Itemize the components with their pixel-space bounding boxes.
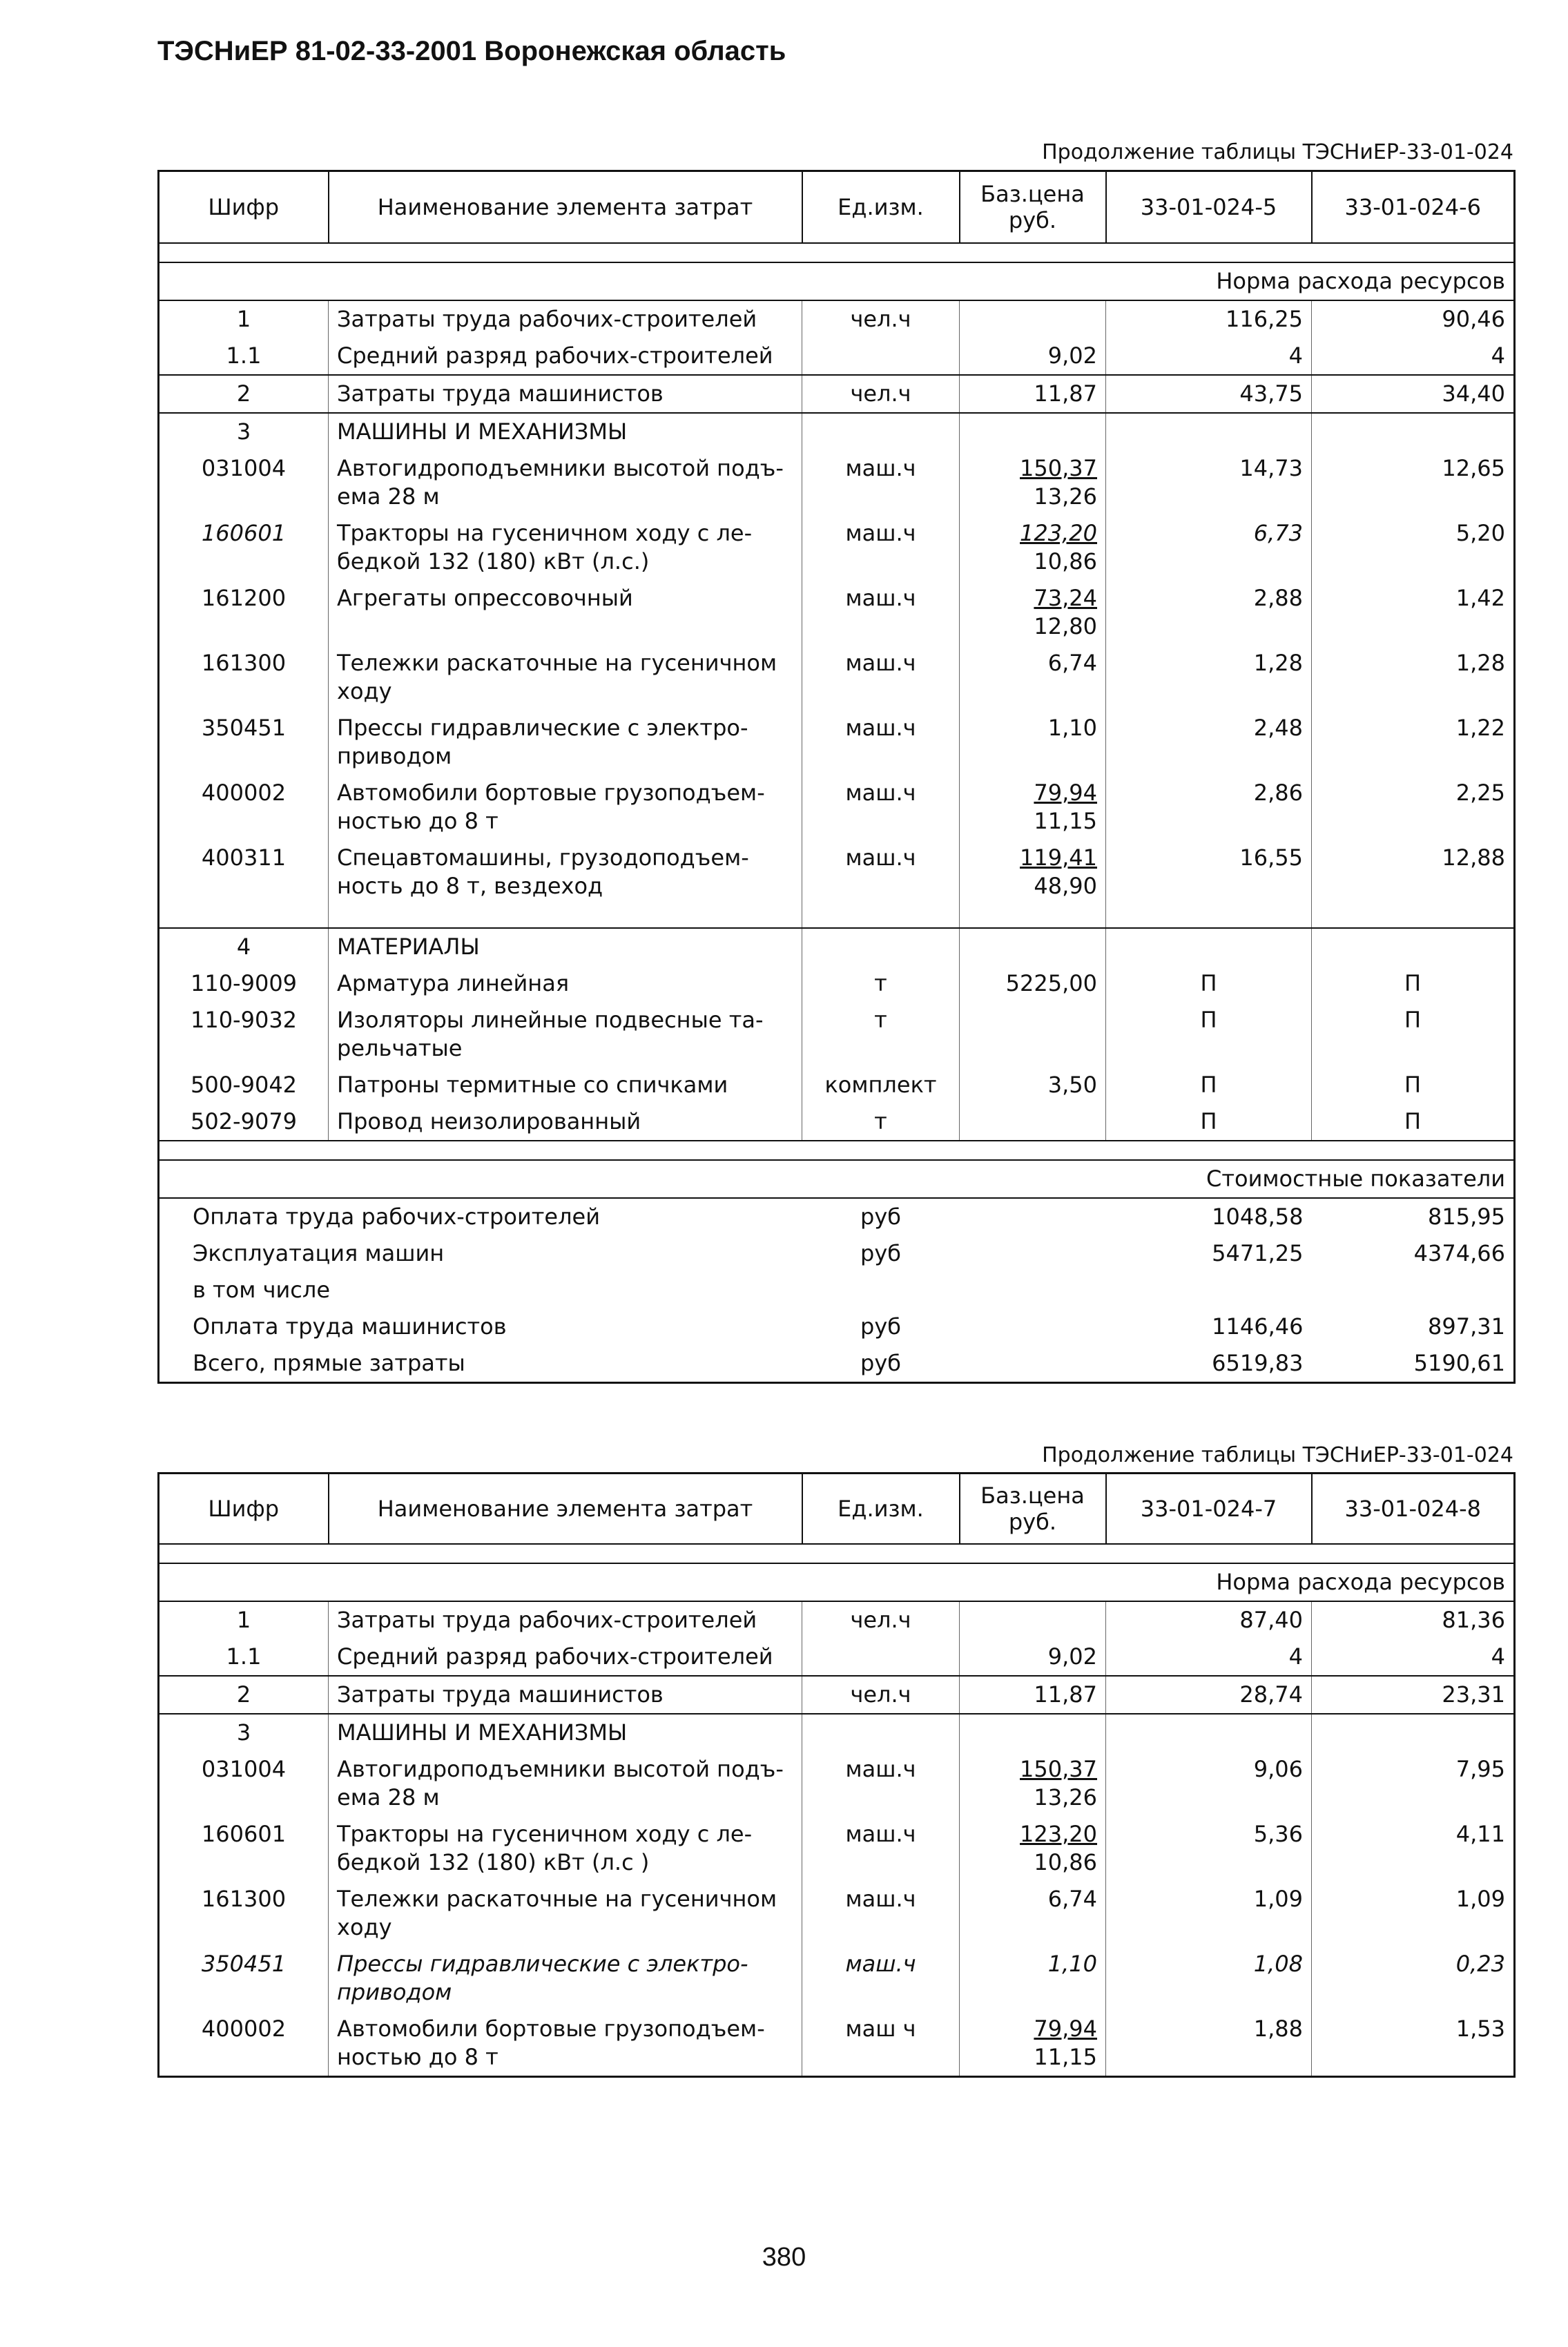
cell-v2: П xyxy=(1312,1067,1515,1103)
cell-v2: 1,09 xyxy=(1312,1881,1515,1946)
cell-v2: 90,46 xyxy=(1312,300,1515,338)
cell-v1: 1146,46 xyxy=(1212,1313,1304,1340)
cell-name: Затраты труда машинистов xyxy=(329,375,802,413)
cell-v2: 81,36 xyxy=(1312,1601,1515,1639)
cell-unit: маш.ч xyxy=(802,710,960,775)
empty-cell xyxy=(960,928,1106,965)
cell-code: 350451 xyxy=(201,1950,287,1977)
cell-price: 11,87 xyxy=(960,1676,1106,1714)
cell-name: Тракторы на гусеничном ходу с ле-бедкой 132 (180) кВт (л.с.) xyxy=(329,515,802,580)
cell-unit: т xyxy=(802,965,960,1002)
cell-unit: чел.ч xyxy=(802,1676,960,1714)
cell-v2: 815,95 xyxy=(1312,1198,1515,1235)
cell-name: Затраты труда машинистов xyxy=(329,1676,802,1714)
cell-price: 11,87 xyxy=(960,375,1106,413)
cell-name: Автомобили бортовые грузоподъем-ностью до 8 т xyxy=(329,2011,802,2077)
cell-name: Тракторы на гусеничном ходу с ле-бедкой 132 (180) кВт (л.с ) xyxy=(329,1816,802,1881)
cell-price2: 10,86 xyxy=(1034,548,1097,574)
table-row xyxy=(159,1751,1515,1816)
page-number: 380 xyxy=(762,2243,806,2272)
cell-code: 4 xyxy=(159,928,329,965)
cell-unit: т xyxy=(802,1103,960,1141)
cell-price: 79,94 xyxy=(1034,779,1097,806)
cell-unit: т xyxy=(802,1002,960,1067)
cell-price: 1,10 xyxy=(960,1946,1106,2011)
cell-code: 110-9009 xyxy=(190,969,298,996)
table-row xyxy=(159,1103,1515,1141)
cell-code: 1 xyxy=(236,1606,251,1633)
cell-code: 502-9079 xyxy=(190,1108,298,1134)
cell-v2: 4 xyxy=(1312,338,1515,375)
cell-price2: 48,90 xyxy=(1034,872,1097,899)
table-caption: Продолжение таблицы ТЭСНиЕР-33-01-024 xyxy=(1042,1443,1513,1467)
resource-table-2 xyxy=(157,1472,1516,2078)
cell-code: 161200 xyxy=(201,584,287,611)
cell-name: МАШИНЫ И МЕХАНИЗМЫ xyxy=(329,1714,802,1751)
table-row xyxy=(159,2011,1515,2077)
cell-unit: чел.ч xyxy=(802,1601,960,1639)
table-row xyxy=(159,1946,1515,2011)
section-row xyxy=(159,1714,1515,1751)
cell-code: 161300 xyxy=(201,1885,287,1912)
cell-v1: 1,28 xyxy=(1106,645,1312,710)
cell-v1: П xyxy=(1106,965,1312,1002)
document-header: ТЭСНиЕР 81-02-33-2001 Воронежская область xyxy=(157,36,786,66)
cell-price: 6,74 xyxy=(960,1881,1106,1946)
cell-label: Оплата труда рабочих-строителей xyxy=(159,1198,802,1235)
header-norm-col-2: 33-01-024-6 xyxy=(1312,171,1515,243)
empty-cell xyxy=(1312,1714,1515,1751)
cell-v2: 7,95 xyxy=(1312,1751,1515,1816)
cell-code: 161300 xyxy=(201,649,287,676)
cell-price: 79,94 xyxy=(1034,2015,1097,2042)
cell-name: МАШИНЫ И МЕХАНИЗМЫ xyxy=(329,413,802,450)
cell-price: 6,74 xyxy=(960,645,1106,710)
cell-v1: 5,36 xyxy=(1106,1816,1312,1881)
cell-label: Оплата труда машинистов xyxy=(193,1313,507,1340)
cell-unit: маш.ч xyxy=(802,1946,960,2011)
cell-name: Автомобили бортовые грузоподъем-ностью до 8 т xyxy=(329,775,802,840)
empty-cell xyxy=(960,1714,1106,1751)
empty-cell xyxy=(960,413,1106,450)
cell-v1: 6519,83 xyxy=(1212,1349,1304,1376)
cell-price: 3,50 xyxy=(960,1067,1106,1103)
cell-name: Изоляторы линейные подвесные та-рельчатые xyxy=(329,1002,802,1067)
table-row xyxy=(159,1676,1515,1714)
table-row xyxy=(159,775,1515,840)
cell-price: 119,41 xyxy=(1020,844,1097,871)
cell-code: 031004 xyxy=(201,1755,287,1782)
table-row xyxy=(159,840,1515,928)
table-row xyxy=(159,450,1515,515)
cell-name: Затраты труда рабочих-строителей xyxy=(329,300,802,338)
cell-price2: 11,15 xyxy=(1034,807,1097,834)
cell-label: в том числе xyxy=(193,1276,330,1303)
cell-code: 500-9042 xyxy=(190,1071,298,1098)
cell-price2: 13,26 xyxy=(1034,483,1097,510)
cell-price: 150,37 xyxy=(1020,454,1097,481)
empty-cell xyxy=(960,1816,1106,1881)
cell-price: 150,37 xyxy=(1020,1755,1097,1782)
cell-name: Затраты труда рабочих-строителей xyxy=(329,1601,802,1639)
cell-name: Тележки раскаточные на гусеничном ходу xyxy=(329,645,802,710)
header-price: Баз.цена руб. xyxy=(960,171,1106,243)
cell-name: Спецавтомашины, грузодоподъем-ность до 8 т, вездеход xyxy=(329,840,802,928)
cell-unit xyxy=(802,1272,960,1308)
table-row xyxy=(159,710,1515,775)
cost-row xyxy=(159,1198,1515,1235)
cell-v1 xyxy=(1106,1272,1312,1308)
empty-cell xyxy=(960,1198,1106,1235)
cell-name: Средний разряд рабочих-строителей xyxy=(329,1639,802,1676)
cell-unit: маш.ч xyxy=(802,580,960,645)
cell-price: 123,20 xyxy=(1020,519,1097,546)
cell-code: 160601 xyxy=(201,1820,287,1847)
spacer xyxy=(159,1544,1515,1563)
empty-cell xyxy=(1312,928,1515,965)
cell-v1: 2,88 xyxy=(1106,580,1312,645)
empty-cell xyxy=(1106,413,1312,450)
spacer xyxy=(159,243,1515,262)
table-row xyxy=(159,515,1515,580)
cell-v2: 0,23 xyxy=(1312,1946,1515,2011)
empty-cell xyxy=(802,413,960,450)
header-name: Наименование элемента затрат xyxy=(329,171,802,243)
resource-table-1 xyxy=(157,170,1516,1384)
cell-unit: руб xyxy=(860,1313,901,1340)
cell-price: 1,10 xyxy=(960,710,1106,775)
header-norm-col-1: 33-01-024-7 xyxy=(1106,1474,1312,1544)
table-row xyxy=(159,1067,1515,1103)
cell-v1: 6,73 xyxy=(1106,515,1312,580)
header-name: Наименование элемента затрат xyxy=(329,1474,802,1544)
cell-name: Средний разряд рабочих-строителей xyxy=(329,338,802,375)
cell-v1: 2,86 xyxy=(1106,775,1312,840)
cell-v1: П xyxy=(1106,1002,1312,1067)
cell-code: 2 xyxy=(159,1676,329,1714)
header-code: Шифр xyxy=(159,1474,329,1544)
cell-v1: 4 xyxy=(1106,1639,1312,1676)
cell-code: 160601 xyxy=(201,519,287,546)
cell-price2: 10,86 xyxy=(1034,1848,1097,1875)
cell-v2: 5190,61 xyxy=(1413,1349,1505,1376)
empty-cell xyxy=(1312,413,1515,450)
cell-v2: 1,53 xyxy=(1312,2011,1515,2077)
cell-code: 1 xyxy=(236,305,251,332)
cell-v1: П xyxy=(1106,1067,1312,1103)
cell-price xyxy=(960,1002,1106,1067)
cell-v2: П xyxy=(1312,1103,1515,1141)
cell-v1: 5471,25 xyxy=(1212,1239,1304,1266)
cell-price: 123,20 xyxy=(1020,1820,1097,1847)
cell-v2: 4 xyxy=(1312,1639,1515,1676)
cell-v2: П xyxy=(1312,1002,1515,1067)
empty-cell xyxy=(960,840,1106,928)
spacer xyxy=(159,1141,1515,1160)
cell-v1: 28,74 xyxy=(1106,1676,1312,1714)
cell-price2: 12,80 xyxy=(1034,612,1097,639)
cell-unit: руб xyxy=(860,1349,901,1376)
cell-v2: 4374,66 xyxy=(1413,1239,1505,1266)
table-row xyxy=(159,1816,1515,1881)
empty-cell xyxy=(960,1751,1106,1816)
cell-code: 3 xyxy=(159,1714,329,1751)
cell-unit: маш.ч xyxy=(802,775,960,840)
cell-v2: 34,40 xyxy=(1312,375,1515,413)
empty-cell xyxy=(802,928,960,965)
cost-row xyxy=(159,1235,1515,1272)
cell-name: Патроны термитные со спичками xyxy=(329,1067,802,1103)
cell-v2: 12,88 xyxy=(1312,840,1515,928)
cell-v1: 9,06 xyxy=(1106,1751,1312,1816)
header-code: Шифр xyxy=(159,171,329,243)
header-price: Баз.цена руб. xyxy=(960,1474,1106,1544)
cell-code: 400311 xyxy=(201,844,287,871)
table-row xyxy=(159,645,1515,710)
cell-v1: 1,08 xyxy=(1106,1946,1312,2011)
cell-v2: 1,22 xyxy=(1312,710,1515,775)
cell-v2: 5,20 xyxy=(1312,515,1515,580)
cell-price2: 13,26 xyxy=(1034,1784,1097,1810)
empty-cell xyxy=(960,775,1106,840)
cell-v2 xyxy=(1312,1272,1515,1308)
cell-unit: руб xyxy=(802,1198,960,1235)
empty-cell xyxy=(960,580,1106,645)
header-norm-col-2: 33-01-024-8 xyxy=(1312,1474,1515,1544)
cell-code: 1.1 xyxy=(226,342,262,369)
cell-v1: 87,40 xyxy=(1106,1601,1312,1639)
cell-price: 73,24 xyxy=(1034,584,1097,611)
norm-label: Норма расхода ресурсов xyxy=(159,262,1515,300)
cell-unit: маш.ч xyxy=(802,450,960,515)
cell-code: 400002 xyxy=(201,2015,287,2042)
cell-name: Автогидроподъемники высотой подъ-ема 28 м xyxy=(329,1751,802,1816)
cell-name: Агрегаты опрессовочный xyxy=(329,580,802,645)
table-row xyxy=(159,375,1515,413)
cell-unit: маш.ч xyxy=(802,1816,960,1881)
cell-name: Провод неизолированный xyxy=(329,1103,802,1141)
cell-v1: 4 xyxy=(1106,338,1312,375)
table-row xyxy=(159,1002,1515,1067)
section-row xyxy=(159,413,1515,450)
table-row xyxy=(159,1881,1515,1946)
cell-name: Арматура линейная xyxy=(329,965,802,1002)
cell-price: 5225,00 xyxy=(960,965,1106,1002)
header-unit: Ед.изм. xyxy=(802,1474,960,1544)
cell-v1: 1,09 xyxy=(1106,1881,1312,1946)
cell-code: 400002 xyxy=(201,779,287,806)
cell-name: Автогидроподъемники высотой подъ-ема 28 м xyxy=(329,450,802,515)
header-norm-col-1: 33-01-024-5 xyxy=(1106,171,1312,243)
cell-price xyxy=(960,1103,1106,1141)
cell-unit: маш.ч xyxy=(802,645,960,710)
cell-unit: комплект xyxy=(802,1067,960,1103)
cell-unit: маш.ч xyxy=(802,840,960,928)
cost-row xyxy=(159,1345,1515,1383)
cell-code: 031004 xyxy=(201,454,287,481)
empty-cell xyxy=(960,515,1106,580)
table-row xyxy=(159,580,1515,645)
cell-code: 3 xyxy=(159,413,329,450)
cell-v2: 1,42 xyxy=(1312,580,1515,645)
cost-label: Стоимостные показатели xyxy=(159,1160,1515,1198)
table-row xyxy=(159,965,1515,1002)
cell-v2: 12,65 xyxy=(1312,450,1515,515)
cell-v1: 14,73 xyxy=(1106,450,1312,515)
cell-name: Прессы гидравлические с электро-приводом xyxy=(329,1946,802,2011)
cell-code: 350451 xyxy=(201,714,287,741)
cell-code: 1.1 xyxy=(226,1643,262,1670)
cell-unit: руб xyxy=(860,1239,901,1266)
empty-cell xyxy=(1106,928,1312,965)
cell-name: Тележки раскаточные на гусеничном ходу xyxy=(329,1881,802,1946)
cell-v2: 23,31 xyxy=(1312,1676,1515,1714)
cell-name: МАТЕРИАЛЫ xyxy=(329,928,802,965)
table-row xyxy=(159,1601,1515,1639)
cell-v1: П xyxy=(1106,1103,1312,1141)
cell-price: 9,02 xyxy=(960,1639,1106,1676)
empty-cell xyxy=(960,1235,1106,1272)
empty-cell xyxy=(960,1308,1106,1345)
cell-unit: маш ч xyxy=(802,2011,960,2077)
cell-price xyxy=(960,300,1106,338)
empty-cell xyxy=(960,1345,1106,1383)
table-row xyxy=(159,338,1515,375)
cell-v1: 1,88 xyxy=(1106,2011,1312,2077)
cell-v2: П xyxy=(1312,965,1515,1002)
cell-v2: 897,31 xyxy=(1428,1313,1505,1340)
cost-row xyxy=(159,1272,1515,1308)
cell-price2: 11,15 xyxy=(1034,2043,1097,2070)
cell-v1: 16,55 xyxy=(1106,840,1312,928)
empty-cell xyxy=(960,2011,1106,2077)
empty-cell xyxy=(802,1714,960,1751)
cell-v1: 1048,58 xyxy=(1106,1198,1312,1235)
cell-price: 9,02 xyxy=(960,338,1106,375)
cell-unit: маш.ч xyxy=(802,1881,960,1946)
cell-name: Прессы гидравлические с электро-приводом xyxy=(329,710,802,775)
empty-cell xyxy=(1106,1714,1312,1751)
cell-unit: чел.ч xyxy=(802,375,960,413)
cell-unit xyxy=(802,338,960,375)
cell-unit: чел.ч xyxy=(802,300,960,338)
table-row xyxy=(159,300,1515,338)
section-row xyxy=(159,928,1515,965)
empty-cell xyxy=(960,450,1106,515)
cell-code: 2 xyxy=(159,375,329,413)
header-unit: Ед.изм. xyxy=(802,171,960,243)
cell-label: Эксплуатация машин xyxy=(193,1239,445,1266)
cell-price xyxy=(960,1601,1106,1639)
cell-label: Всего, прямые затраты xyxy=(193,1349,465,1376)
cell-v2: 2,25 xyxy=(1312,775,1515,840)
empty-cell xyxy=(960,1272,1106,1308)
cell-v2: 4,11 xyxy=(1312,1816,1515,1881)
cell-unit: маш.ч xyxy=(802,515,960,580)
table-row xyxy=(159,1639,1515,1676)
cost-row xyxy=(159,1308,1515,1345)
cell-code: 110-9032 xyxy=(190,1006,298,1033)
cell-v1: 2,48 xyxy=(1106,710,1312,775)
cell-unit xyxy=(802,1639,960,1676)
cell-v2: 1,28 xyxy=(1312,645,1515,710)
cell-v1: 43,75 xyxy=(1106,375,1312,413)
cell-unit: маш.ч xyxy=(802,1751,960,1816)
cell-v1: 116,25 xyxy=(1106,300,1312,338)
norm-label: Норма расхода ресурсов xyxy=(159,1563,1515,1601)
table-caption: Продолжение таблицы ТЭСНиЕР-33-01-024 xyxy=(1042,140,1513,164)
